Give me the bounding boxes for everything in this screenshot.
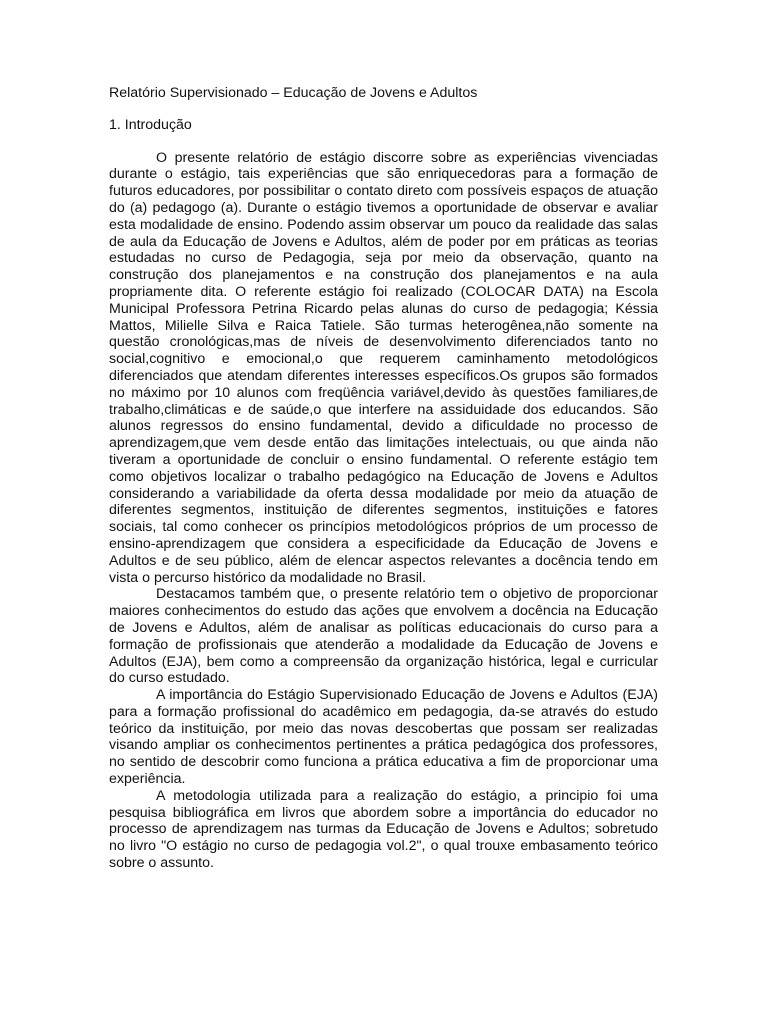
paragraph-1: O presente relatório de estágio discorre sobre as experiências vivenciadas durante o estágio, tais experiências que são enriquecedoras para a formação de futuros educadores, por possibilitar o contato direto com possíveis espaços de atuação do (a) pedagogo (a). Durante o estágio tivemos a oportunidade de observar e avaliar esta modalidade de ensino. Podendo assim observar um pouco da realidade das salas de aula da Educação de Jovens e Adultos, além de poder por em práticas as teorias estudadas no curso de Pedagogia, seja por meio da observação, quanto na construção dos planejamentos e na construção dos planejamentos e na aula propriamente dita. O referente estágio foi realizado (COLOCAR DATA) na Escola Municipal Professora Petrina Ricardo pelas alunas do curso de pedagogia; Késsia Mattos, Milielle Silva e Raica Tatiele. São turmas heterogênea,não somente na questão cronológicas,mas de níveis de desenvolvimento diferenciados tanto no social,cognitivo e emocional,o que requerem caminhamento metodológicos diferenciados que atendam diferentes interesses específicos.Os grupos são formados no máximo por 10 alunos com freqüência variável,devido às questões familiares,de trabalho,climáticas e de saúde,o que interfere na assiduidade dos educandos. São alunos regressos do ensino fundamental, devido a dificuldade no processo de aprendizagem,que vem desde então das limitações intelectuais, ou que ainda não tiveram a oportunidade de concluir o ensino fundamental. O referente estágio tem como objetivos localizar o trabalho pedagógico na Educação de Jovens e Adultos considerando a variabilidade da oferta dessa modalidade por meio da atuação de diferentes segmentos, instituição de diferentes segmentos, instituições e fatores sociais, tal como conhecer os princípios metodológicos próprios de um processo de ensino-aprendizagem que considera a especificidade da Educação de Jovens e Adultos e de seu público, além de elencar aspectos relevantes a docência tendo em vista o percurso histórico da modalidade no Brasil. — [109, 149, 658, 586]
paragraph-3: A importância do Estágio Supervisionado Educação de Jovens e Adultos (EJA) para a formação profissional do acadêmico em pedagogia, da-se através do estudo teórico da instituição, por meio das novas descobertas que possam ser realizadas visando ampliar os conhecimentos pertinentes a prática pedagógica dos professores, no sentido de descobrir como funciona a prática educativa a fim de proporcionar uma experiência. — [109, 687, 658, 788]
paragraph-4: A metodologia utilizada para a realização do estágio, a principio foi uma pesquisa bibliográfica em livros que abordem sobre a importância do educador no processo de aprendizagem nas turmas da Educação de Jovens e Adultos; sobretudo no livro "O estágio no curso de pedagogia vol.2", o qual trouxe embasamento teórico sobre o assunto. — [109, 787, 658, 872]
document-title: Relatório Supervisionado – Educação de Jovens e Adultos — [109, 85, 478, 101]
document-body — [109, 150, 658, 872]
paragraph-2: Destacamos também que, o presente relatório tem o objetivo de proporcionar maiores conhecimentos do estudo das ações que envolvem a docência na Educação de Jovens e Adultos, além de analisar as políticas educacionais do curso para a formação de profissionais que atenderão a modalidade da Educação de Jovens e Adultos (EJA), bem como a compreensão da organização histórica, legal e curricular do curso estudado. — [109, 586, 658, 687]
document-content — [109, 85, 658, 872]
section-heading-introduction: 1. Introdução — [109, 117, 192, 134]
